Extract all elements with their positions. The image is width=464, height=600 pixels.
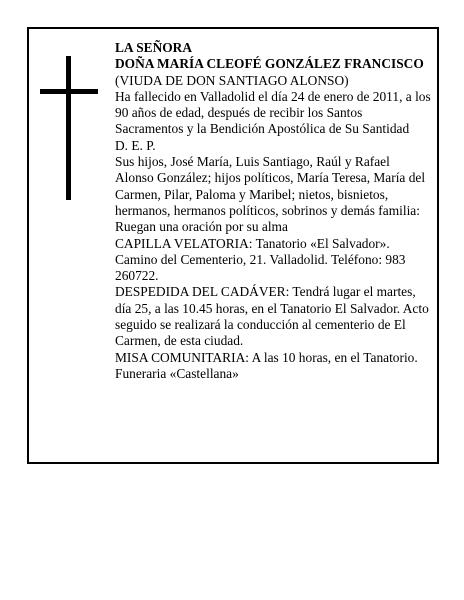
widow-of-line: (VIUDA DE DON SANTIAGO ALONSO) [115,72,349,88]
deceased-name: DOÑA MARÍA CLEOFÉ GONZÁLEZ FRANCISCO [115,56,424,72]
farewell-info: DESPEDIDA DEL CADÁVER: Tendrá lugar el martes, día 25, a las 10.45 horas, en el Tanatorio El Salvador. Acto seguido se realizará la conducción al cementerio de El Carmen, de esta ciudad. [115,284,429,349]
family-paragraph: Sus hijos, José María, Luis Santiago, Raúl y Rafael Alonso González; hijos políticos, María Teresa, María del Carmen, Pilar, Paloma y Maribel; nietos, bisnietos, hermanos, hermanos políticos, sobrinos y demás familia: [115,154,426,218]
funeral-home: Funeraria «Castellana» [115,365,239,381]
cross-vertical-bar [66,56,71,200]
chapel-info: CAPILLA VELATORIA: Tanatorio «El Salvador». Camino del Cementerio, 21. Valladolid. Teléfono: 983 260722. [115,235,406,284]
cross-horizontal-bar [40,89,98,94]
obituary-notice [27,27,439,464]
heading-title: LA SEÑORA [115,40,193,55]
mass-info: MISA COMUNITARIA: A las 10 horas, en el Tanatorio. [115,349,418,365]
notice-text [115,40,431,382]
rip-line: D. E. P. [115,137,156,153]
cross-icon [40,56,98,200]
death-announcement: Ha fallecido en Valladolid el día 24 de enero de 2011, a los 90 años de edad, después de recibir los Santos Sacramentos y la Bendición Apostólica de Su Santidad [115,88,431,137]
prayer-request: Ruegan una oración por su alma [115,219,288,235]
